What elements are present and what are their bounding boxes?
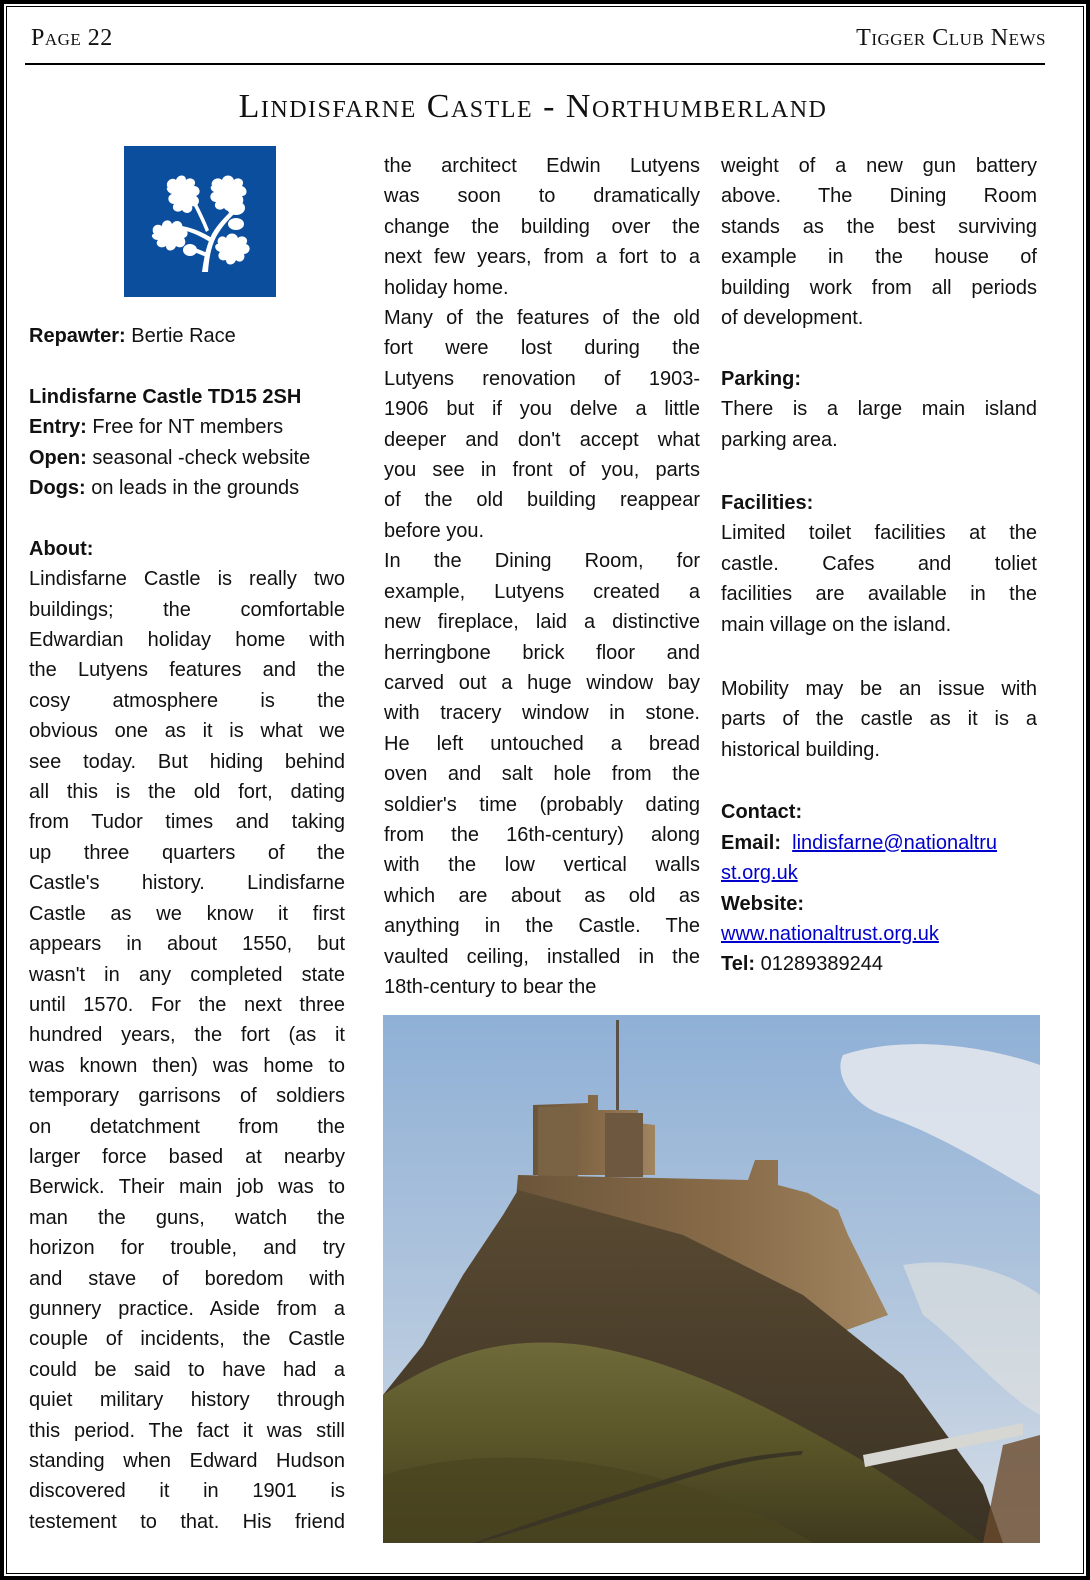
text-line: next few years, from a fort to a <box>384 246 700 269</box>
text-line: 1906 but if you delve a little <box>384 398 700 421</box>
text-line: up three quarters of the <box>29 841 345 864</box>
text-line: quiet military history through <box>29 1389 345 1412</box>
website-link[interactable]: www.nationaltrust.org.uk <box>721 922 939 945</box>
text-line: buildings; the comfortable <box>29 598 345 621</box>
text-line: There is a large main island <box>721 398 1037 421</box>
entry-line <box>29 412 345 442</box>
dogs-label: Dogs: <box>29 477 86 500</box>
parking-heading-text: Parking: <box>721 367 802 390</box>
text-line: with tracery window in stone. <box>384 702 700 725</box>
page-number: Page 22 <box>31 25 113 51</box>
text-line: temporary garrisons of soldiers <box>29 1085 345 1108</box>
text-line: soldier's time (probably dating <box>384 793 700 816</box>
text-line: weight of a new gun battery <box>721 155 1037 177</box>
text-line: until 1570. For the next three <box>29 993 345 1016</box>
text-line: building work from all periods <box>721 276 1037 299</box>
text-line: Lutyens renovation of 1903- <box>384 367 700 390</box>
national-trust-logo <box>124 146 276 297</box>
text-line: from Tudor times and taking <box>29 811 345 834</box>
text-line: Castle's history. Lindisfarne <box>29 872 345 895</box>
paragraph <box>384 151 700 303</box>
open-line <box>29 443 345 473</box>
text-line: see today. But hiding behind <box>29 750 345 773</box>
text-line: castle. Cafes and toliet <box>721 552 1037 575</box>
oak-leaf-icon <box>124 146 276 297</box>
text-line: couple of incidents, the Castle <box>29 1328 345 1351</box>
text-line: of development. <box>721 307 864 330</box>
article-title: Lindisfarne Castle - Northumberland <box>238 88 828 125</box>
text-line: vaulted ceiling, installed in the <box>384 945 700 968</box>
paragraph <box>384 303 700 546</box>
facilities-heading-text: Facilities: <box>721 492 814 515</box>
entry-label: Entry: <box>29 416 87 439</box>
entry-value: Free for NT members <box>86 416 284 439</box>
text-line: Edwardian holiday home with <box>29 629 345 652</box>
email-line-2 <box>721 858 1037 888</box>
text-line: horizon for trouble, and try <box>29 1237 345 1260</box>
text-line: carved out a huge window bay <box>384 671 700 694</box>
text-line: the Lutyens features and the <box>29 659 345 682</box>
text-line: deeper and don't accept what <box>384 428 700 451</box>
about-heading <box>29 534 345 564</box>
text-line: main village on the island. <box>721 613 952 636</box>
about-text-col1 <box>29 564 345 1537</box>
text-line: was soon to dramatically <box>384 185 700 208</box>
text-line: could be said to have had a <box>29 1358 345 1381</box>
column-middle <box>384 151 700 1002</box>
paragraph <box>384 546 700 1002</box>
text-line: change the building over the <box>384 215 700 238</box>
email-line <box>721 828 1037 858</box>
text-line: oven and salt hole from the <box>384 763 700 786</box>
text-line: Many of the features of the old <box>384 307 700 330</box>
repawter-label: Repawter: <box>29 325 126 347</box>
contact-heading-text: Contact: <box>721 801 803 824</box>
text-line: testement to that. His friend <box>29 1510 345 1533</box>
email-label: Email: <box>721 831 782 854</box>
publication-name: Tigger Club News <box>856 25 1046 51</box>
open-value: seasonal -check website <box>86 446 311 469</box>
text-line: Berwick. Their main job was to <box>29 1176 345 1199</box>
text-line: of the old building reappear <box>384 489 700 512</box>
website-label: Website: <box>721 892 804 915</box>
castle-photo-image <box>383 1015 1040 1543</box>
text-line: gunnery practice. Aside from a <box>29 1297 345 1320</box>
dogs-value: on leads in the grounds <box>85 477 300 500</box>
text-line: fort were lost during the <box>384 337 700 360</box>
repawter-value: Bertie Race <box>125 325 236 347</box>
text-line: discovered it in 1901 is <box>29 1480 345 1503</box>
text-line: herringbone brick floor and <box>384 641 700 664</box>
text-line: example in the house of <box>721 246 1037 269</box>
text-line: standing when Edward Hudson <box>29 1450 345 1472</box>
text-line: hundred years, the fort (as it <box>29 1024 345 1047</box>
email-link[interactable]: lindisfarne@nationaltru <box>792 831 998 854</box>
mobility-text <box>721 674 1037 765</box>
text-line: historical building. <box>721 738 880 761</box>
text-line: In the Dining Room, for <box>384 550 700 573</box>
text-line: Mobility may be an issue with <box>721 678 1037 701</box>
column-right <box>721 151 1037 980</box>
text-line: obvious one as it is what we <box>29 720 345 743</box>
text-line: Limited toilet facilities at the <box>721 522 1037 545</box>
text-line: was known then) was home to <box>29 1054 345 1077</box>
text-line: on detatchment from the <box>29 1115 345 1138</box>
about-text-col3 <box>721 151 1037 333</box>
column-left <box>29 321 345 1537</box>
open-label: Open: <box>29 446 87 469</box>
text-line: He left untouched a bread <box>384 732 700 755</box>
tel-label: Tel: <box>721 953 756 976</box>
text-line: holiday home. <box>384 276 509 299</box>
text-line: example, Lutyens created a <box>384 580 700 603</box>
text-line: 18th-century to bear the <box>384 975 597 998</box>
text-line: stands as the best surviving <box>721 215 1037 238</box>
tel-line <box>721 949 1037 979</box>
text-line: all this is the old fort, dating <box>29 781 345 804</box>
text-line: parking area. <box>721 428 838 451</box>
email-link-continued[interactable]: st.org.uk <box>721 862 798 885</box>
parking-heading <box>721 364 1037 394</box>
text-line: before you. <box>384 519 485 542</box>
parking-text <box>721 394 1037 455</box>
website-heading <box>721 889 1037 919</box>
text-line: larger force based at nearby <box>29 1145 345 1168</box>
dogs-line <box>29 473 345 503</box>
text-line: with the low vertical walls <box>384 854 700 877</box>
about-text-col2 <box>384 151 700 1002</box>
text-line: Lindisfarne Castle is really two <box>29 568 345 591</box>
text-line: the architect Edwin Lutyens <box>384 155 700 177</box>
about-heading-text: About: <box>29 537 94 560</box>
text-line: and stave of boredom with <box>29 1267 345 1290</box>
repawter-line <box>29 321 345 351</box>
text-line: parts of the castle as it is a <box>721 708 1037 731</box>
text-line: wasn't in any completed state <box>29 963 345 986</box>
text-line: from the 16th-century) along <box>384 823 700 846</box>
facilities-text <box>721 518 1037 640</box>
text-line: you see in front of you, parts <box>384 459 700 482</box>
contact-heading <box>721 797 1037 827</box>
tel-value: 01289389244 <box>755 953 883 976</box>
text-line: Castle as we know it first <box>29 902 345 925</box>
castle-photo <box>383 1015 1040 1543</box>
text-line: this period. The fact it was still <box>29 1419 345 1442</box>
place-heading-text: Lindisfarne Castle TD15 2SH <box>29 385 302 408</box>
text-line: which are about as old as <box>384 884 700 907</box>
place-heading <box>29 382 345 412</box>
text-line: above. The Dining Room <box>721 185 1037 208</box>
text-line: cosy atmosphere is the <box>29 689 345 712</box>
text-line: anything in the Castle. The <box>384 915 700 938</box>
facilities-heading <box>721 488 1037 518</box>
text-line: facilities are available in the <box>721 583 1037 606</box>
website-line <box>721 919 1037 949</box>
header-rule <box>25 63 1045 65</box>
text-line: appears in about 1550, but <box>29 933 345 956</box>
text-line: new fireplace, laid a distinctive <box>384 611 700 634</box>
text-line: man the guns, watch the <box>29 1206 345 1229</box>
